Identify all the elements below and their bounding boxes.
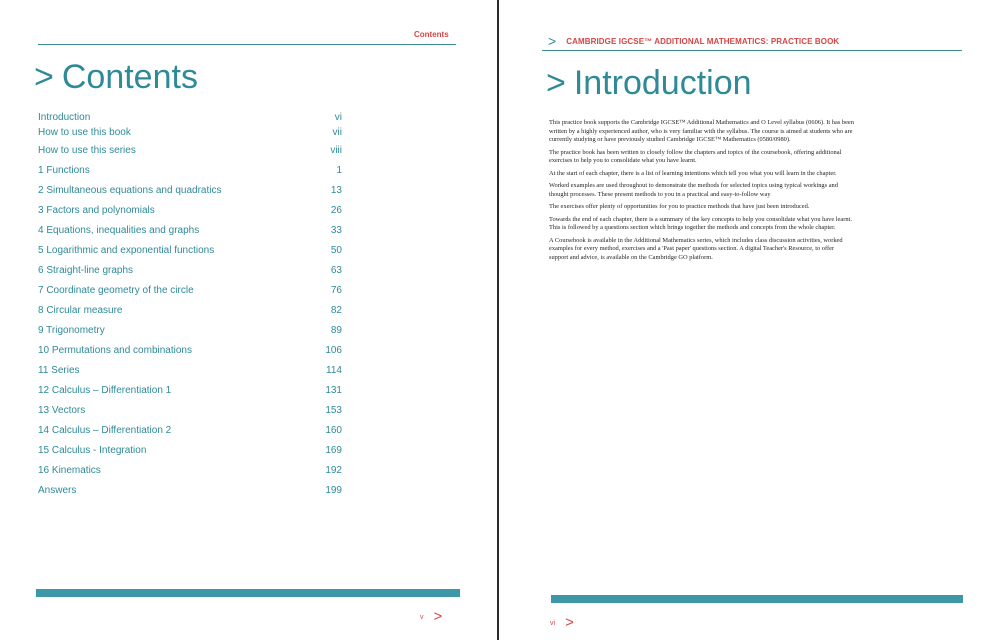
toc-entry-chapter-12[interactable]: 12 Calculus – Differentiation 1 131 [38, 384, 342, 396]
page-title-text: Contents [61, 58, 198, 96]
page-folio [550, 614, 574, 631]
toc-entry-how-to-use-series[interactable]: How to use this series viii [38, 144, 342, 156]
intro-paragraph-1: This practice book supports the Cambridge IGCSE™ Additional Mathematics and O Level syllabus (0606). It has been written by a highly experienced author, who is very familiar with the syllabus. The course is aimed at students who are currently studying or have previously studied Cambridge IGCSE™ Mathematics (0580/0980). [549, 119, 854, 143]
toc-entry-introduction[interactable]: Introduction vi [38, 112, 342, 123]
page-title [34, 58, 198, 97]
page-number: v [420, 613, 424, 621]
right-page [500, 0, 998, 640]
toc-entry-how-to-use-book[interactable]: How to use this book vii [38, 127, 342, 138]
intro-paragraph-5: The exercises offer plenty of opportunities for you to practice methods that have just been introduced. [549, 203, 810, 210]
left-page [0, 0, 497, 640]
page-number: vi [550, 619, 556, 627]
chevron-right-icon: > [548, 33, 557, 49]
running-head-book-title [548, 33, 840, 49]
chevron-right-icon: > [34, 58, 54, 96]
toc-entry-chapter-1[interactable]: 1 Functions 1 [38, 164, 342, 176]
toc-entry-chapter-13[interactable]: 13 Vectors 153 [38, 404, 342, 416]
toc-entry-chapter-4[interactable]: 4 Equations, inequalities and graphs 33 [38, 224, 342, 236]
running-head-contents: Contents [414, 30, 449, 39]
introduction-body [549, 119, 854, 266]
intro-paragraph-2: The practice book has been written to closely follow the chapters and topics of the coursebook, offering additional exercises to help you to consolidate what you have learnt. [549, 148, 842, 164]
toc-entry-chapter-10[interactable]: 10 Permutations and combinations 106 [38, 344, 342, 356]
chevron-right-icon: > [565, 614, 574, 631]
page-title [546, 64, 752, 103]
toc-entry-chapter-2[interactable]: 2 Simultaneous equations and quadratics 13 [38, 184, 342, 196]
footer-bar [36, 589, 460, 597]
footer-bar [551, 595, 963, 603]
toc-entry-chapter-8[interactable]: 8 Circular measure 82 [38, 304, 342, 316]
page-folio [420, 608, 443, 625]
chevron-right-icon: > [433, 608, 443, 625]
intro-paragraph-3: At the start of each chapter, there is a list of learning intentions which tell you what you will learn in the chapter. [549, 169, 837, 177]
page-title-text: Introduction [573, 64, 752, 102]
book-spine [497, 0, 499, 640]
intro-paragraph-4: Worked examples are used throughout to demonstrate the methods for selected topics using typical workings and thought processes. These present methods to you in a practical and easy-to-follow way [549, 182, 838, 198]
toc-entry-answers[interactable]: Answers 199 [38, 484, 342, 496]
toc-entry-chapter-6[interactable]: 6 Straight-line graphs 63 [38, 264, 342, 276]
toc-entry-chapter-5[interactable]: 5 Logarithmic and exponential functions 50 [38, 244, 342, 256]
intro-paragraph-7: A Coursebook is available in the Additional Mathematics series, which includes class discussion activities, worked examples for every method, exercises and a 'Past paper' questions section. A digital Teacher's Resource, to offer support and advice, is available on the Cambridge GO platform. [549, 236, 843, 261]
toc-entry-chapter-14[interactable]: 14 Calculus – Differentiation 2 160 [38, 424, 342, 436]
toc-entry-chapter-11[interactable]: 11 Series 114 [38, 364, 342, 376]
toc-entry-chapter-7[interactable]: 7 Coordinate geometry of the circle 76 [38, 284, 342, 296]
chevron-right-icon: > [546, 64, 566, 102]
toc-entry-chapter-9[interactable]: 9 Trigonometry 89 [38, 324, 342, 336]
header-rule [542, 50, 962, 51]
toc-entry-chapter-15[interactable]: 15 Calculus - Integration 169 [38, 444, 342, 456]
header-rule [38, 44, 456, 45]
intro-paragraph-6: Towards the end of each chapter, there is a summary of the key concepts to help you consolidate what you have learnt. This is followed by a questions section which brings together the methods and concepts from the whole chapter. [549, 215, 852, 231]
toc-entry-chapter-3[interactable]: 3 Factors and polynomials 26 [38, 204, 342, 216]
running-head-text: CAMBRIDGE IGCSE™ ADDITIONAL MATHEMATICS: PRACTICE BOOK [566, 36, 840, 46]
toc-entry-chapter-16[interactable]: 16 Kinematics 192 [38, 464, 342, 476]
table-of-contents [38, 110, 342, 500]
